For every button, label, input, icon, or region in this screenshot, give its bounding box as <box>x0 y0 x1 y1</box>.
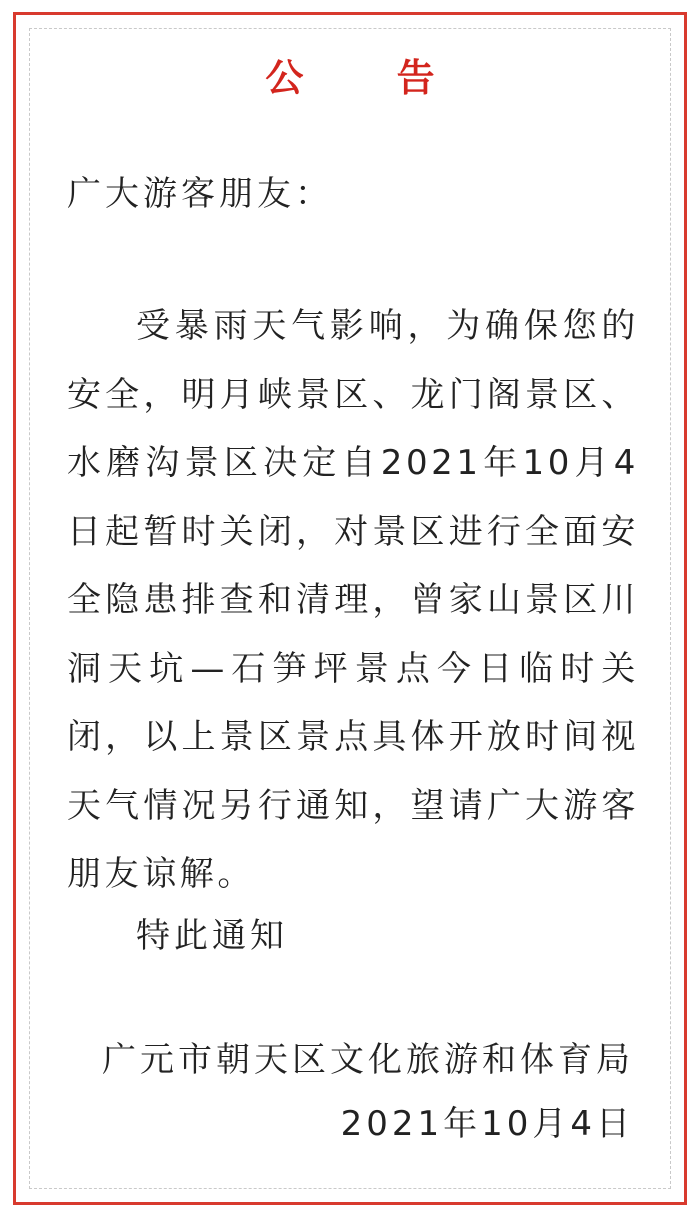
notice-body: 受暴雨天气影响，为确保您的安全，明月峡景区、龙门阁景区、水磨沟景区决定自2021年10月4日起暂时关闭，对景区进行全面安全隐患排查和清理，曾家山景区川洞天坑—石笋坪景点今日临时关闭，以上景区景点具体开放时间视天气情况另行通知，望请广大游客朋友谅解。 <box>67 306 639 894</box>
issuer-signature: 广元市朝天区文化旅游和体育局 <box>102 1040 634 1080</box>
notice-date: 2021年10月4日 <box>340 1104 634 1144</box>
notice-closing: 特此通知 <box>136 916 288 956</box>
notice-title: 公 告 <box>265 56 475 100</box>
notice-greeting: 广大游客朋友： <box>67 174 333 214</box>
